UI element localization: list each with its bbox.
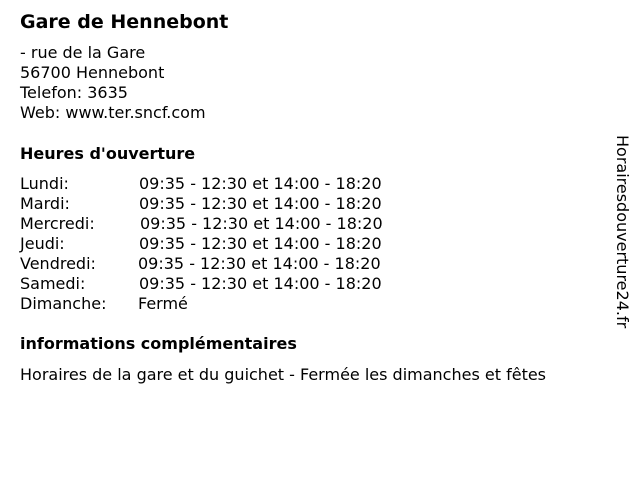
time-range: 09:35 - 12:30 et 14:00 - 18:20 [139, 174, 382, 193]
page-title: Gare de Hennebont [20, 11, 229, 33]
website-link[interactable]: Web: www.ter.sncf.com [20, 103, 206, 122]
additional-info-heading: informations complémentaires [20, 334, 297, 353]
address-block [20, 43, 206, 123]
additional-info-text: Horaires de la gare et du guichet - Fermée les dimanches et fêtes [20, 365, 547, 384]
time-range: 09:35 - 12:30 et 14:00 - 18:20 [138, 254, 381, 273]
time-range: 09:35 - 12:30 et 14:00 - 18:20 [140, 214, 383, 233]
address-street: - rue de la Gare [20, 43, 146, 62]
time-range: 09:35 - 12:30 et 14:00 - 18:20 [139, 194, 382, 213]
time-range: 09:35 - 12:30 et 14:00 - 18:20 [139, 274, 382, 293]
day-label: Samedi: [20, 274, 86, 293]
day-label: Mercredi: [20, 214, 95, 233]
phone-number: Telefon: 3635 [20, 83, 128, 102]
day-label: Jeudi: [20, 234, 65, 253]
day-label: Dimanche: [20, 294, 107, 313]
opening-hours-heading: Heures d'ouverture [20, 144, 196, 163]
address-city: 56700 Hennebont [20, 63, 165, 82]
brand-watermark: Horairesdouverture24.fr [613, 135, 632, 329]
day-label: Mardi: [20, 194, 70, 213]
day-label: Lundi: [20, 174, 69, 193]
day-label: Vendredi: [20, 254, 96, 273]
time-range: Fermé [138, 294, 188, 313]
time-range: 09:35 - 12:30 et 14:00 - 18:20 [139, 234, 382, 253]
